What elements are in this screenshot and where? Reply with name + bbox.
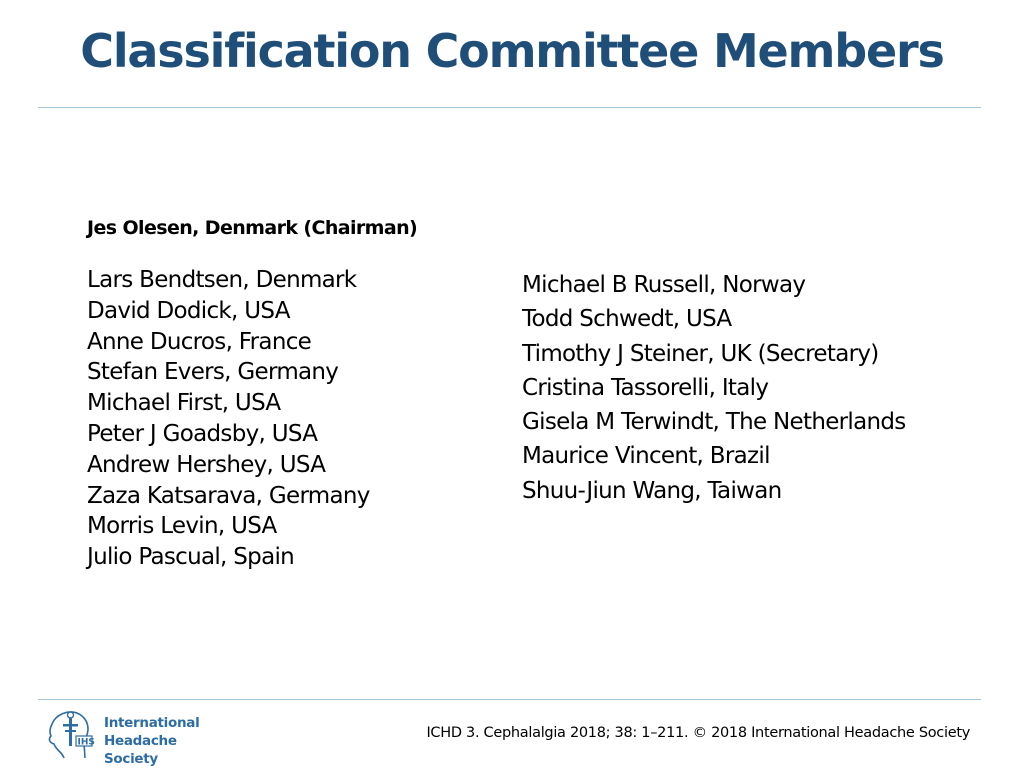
member-item: Maurice Vincent, Brazil [522,443,770,470]
citation: ICHD 3. Cephalalgia 2018; 38: 1–211. © 2018 International Headache Society [426,725,970,741]
member-item: Timothy J Steiner, UK (Secretary) [522,340,879,367]
ihs-logo [44,708,234,767]
slide-title: Classification Committee Members [80,24,944,78]
member-item: Cristina Tassorelli, Italy [522,374,769,401]
member-item: Peter J Goadsby, USA [87,420,318,447]
member-item: Lars Bendtsen, Denmark [87,267,357,293]
member-item: Shuu-Jiun Wang, Taiwan [522,477,782,504]
members-list-right [522,268,906,508]
logo-line-2: Headache Society [104,733,177,767]
member-item: Michael First, USA [87,390,281,417]
member-item: David Dodick, USA [87,297,290,324]
logo-wordmark [104,714,234,768]
member-item: Anne Ducros, France [87,328,312,355]
member-item: Andrew Hershey, USA [87,451,326,478]
logo-line-1: International [104,715,200,731]
member-item: Todd Schwedt, USA [522,306,732,333]
member-item: Gisela M Terwindt, The Netherlands [522,409,906,436]
chairman-entry: Jes Olesen, Denmark (Chairman) [87,217,418,239]
title-divider [38,107,981,108]
member-item: Morris Levin, USA [87,513,277,540]
footer-divider [38,699,981,700]
member-item: Zaza Katsarava, Germany [87,482,370,509]
ihs-head-logo-icon [44,708,102,762]
member-item: Michael B Russell, Norway [522,272,806,298]
svg-text:IHS: IHS [77,737,95,748]
members-list-left [87,265,370,573]
member-item: Julio Pascual, Spain [87,544,295,571]
member-item: Stefan Evers, Germany [87,359,339,386]
